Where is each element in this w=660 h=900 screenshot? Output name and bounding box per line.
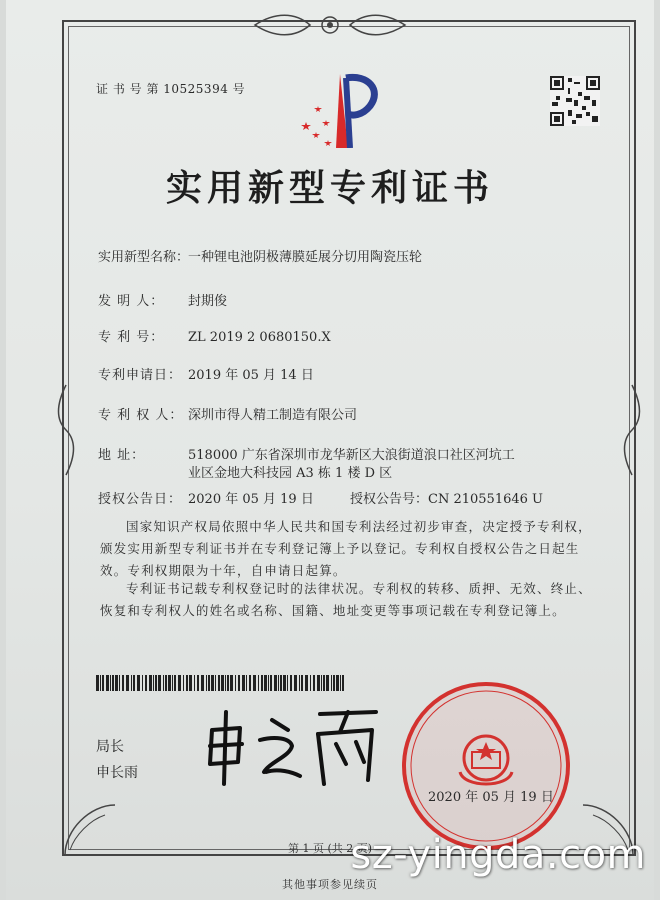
grant-value: 2020 年 05 月 19 日 [188,492,314,507]
statement-paragraph-1: 国家知识产权局依照中华人民共和国专利法经过初步审查，决定授予专利权，颁发实用新型专利证书并在专利登记簿上予以登记。专利权自授权公告之日起生效。专利权期限为十年，自申请日起算。 [100,519,592,578]
field-inventor-row [98,290,227,309]
site-watermark: sz-yingda.com [350,832,646,878]
director-title: 局长 [96,739,124,755]
seal-date: 2020 年 05 月 19 日 [428,790,554,805]
director-name: 申长雨 [96,765,138,781]
name-label: 实用新型名称： [98,250,190,265]
footer-note: 其他事项参见续页 [282,878,378,891]
grant-no-value: CN 210551646 U [428,492,543,507]
holder-label: 专 利 权 人： [98,408,184,423]
inventor-label: 发 明 人： [98,294,165,309]
field-patent-row [98,326,331,345]
patent-label: 专 利 号： [98,330,165,345]
official-seal-icon [400,680,572,852]
address-line2: 业区金地大科技园 A3 栋 1 楼 D 区 [188,466,393,481]
address-line1: 518000 广东省深圳市龙华新区大浪街道浪口社区河坑工 [188,448,515,463]
right-ornament-icon [622,380,642,480]
top-ornament-icon [250,12,410,38]
field-filing-row [98,364,314,383]
filing-label: 专利申请日： [98,368,183,383]
qr-code-icon [550,76,600,126]
certificate-title: 实用新型专利证书 [165,167,494,209]
name-value: 一种锂电池阴极薄膜延展分切用陶瓷压轮 [188,250,423,265]
certificate-number: 证 书 号 第 10525394 号 [96,82,246,96]
field-name-row [98,246,422,265]
field-address-row [98,444,515,463]
page-indicator: 第 1 页 (共 2 页) [287,842,373,855]
field-holder-row [98,404,357,423]
inventor-value: 封期俊 [188,294,228,309]
holder-value: 深圳市得人精工制造有限公司 [188,408,358,423]
director-signature-icon [200,700,380,786]
left-ornament-icon [56,380,76,480]
grant-no-label: 授权公告号： [350,492,429,507]
grant-label: 授权公告日： [98,492,183,507]
statement-paragraph-2: 专利证书记载专利权登记时的法律状况。专利权的转移、质押、无效、终止、恢复和专利权人的姓名或名称、国籍、地址变更等事项记载在专利登记簿上。 [100,581,592,618]
field-grant-row [98,488,314,507]
cnipa-logo-icon [296,70,386,148]
barcode-icon [96,675,346,691]
field-grant-no-row [350,488,543,507]
address-label: 地 址： [98,448,146,463]
patent-value: ZL 2019 2 0680150.X [188,330,331,345]
filing-value: 2019 年 05 月 14 日 [188,368,314,383]
